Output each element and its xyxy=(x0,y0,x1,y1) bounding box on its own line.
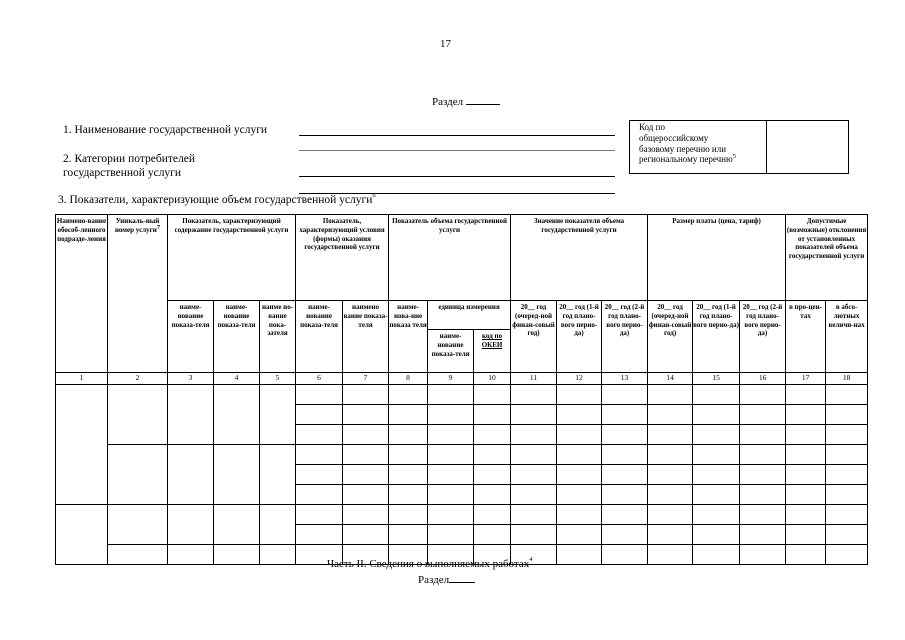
table-cell[interactable] xyxy=(826,505,868,525)
consumer-categories-line1: 2. Категории потребителей xyxy=(63,153,195,165)
table-cell[interactable] xyxy=(557,425,602,445)
table-cell[interactable] xyxy=(693,385,740,405)
cell-unique-number[interactable] xyxy=(108,445,168,505)
table-cell[interactable] xyxy=(786,425,826,445)
table-cell[interactable] xyxy=(648,385,693,405)
table-cell[interactable] xyxy=(648,405,693,425)
table-cell[interactable] xyxy=(740,465,786,485)
header-unit-of-measure: единица измерения xyxy=(428,301,511,330)
table-cell[interactable] xyxy=(296,505,343,525)
table-cell[interactable] xyxy=(389,385,428,405)
table-row xyxy=(56,445,868,465)
header-conditions-indicator: Показатель, характеризующий условия (формы) оказания государственной услуги xyxy=(296,215,389,301)
table-cell[interactable] xyxy=(826,425,868,445)
table-cell[interactable] xyxy=(260,545,296,565)
column-number: 5 xyxy=(260,373,296,385)
cell-unique-number[interactable] xyxy=(108,385,168,445)
table-cell[interactable] xyxy=(428,405,474,425)
volume-indicators-title: 3. Показатели, характеризующие объем государственной услуги$^6$ xyxy=(58,192,376,206)
code-box xyxy=(629,120,849,174)
table-cell[interactable] xyxy=(343,465,389,485)
table-cell[interactable] xyxy=(786,465,826,485)
table-cell[interactable] xyxy=(648,525,693,545)
table-cell[interactable] xyxy=(648,545,693,565)
table-cell[interactable] xyxy=(296,445,343,465)
table-cell[interactable] xyxy=(428,445,474,465)
header-col-4: наиме-нование показа-теля xyxy=(214,301,260,373)
section2-label: Раздел xyxy=(418,574,450,586)
column-number: 7 xyxy=(343,373,389,385)
table-cell[interactable] xyxy=(474,425,511,445)
table-cell[interactable] xyxy=(786,405,826,425)
header-col-9: наиме-нование показа-теля xyxy=(428,330,474,373)
table-cell[interactable] xyxy=(826,525,868,545)
table-cell[interactable] xyxy=(826,545,868,565)
table-cell[interactable] xyxy=(296,485,343,505)
header-content-indicator: Показатель, характеризующий содержание государственной услуги xyxy=(168,215,296,301)
header-col-7: наимено вание показа-теля xyxy=(343,301,389,373)
table-cell[interactable] xyxy=(557,445,602,465)
table-cell[interactable] xyxy=(343,485,389,505)
header-unique-number: Уникаль-ный номер услуги$^7$ xyxy=(108,215,168,373)
table-cell[interactable] xyxy=(474,525,511,545)
table-cell[interactable] xyxy=(474,445,511,465)
header-col-15: 20__ год (1-й год плано-вого перио-да) xyxy=(693,301,740,373)
section2-number-blank[interactable] xyxy=(449,572,475,583)
header-col-6: наиме-нование показа-теля xyxy=(296,301,343,373)
table-cell[interactable] xyxy=(428,465,474,485)
table-cell[interactable] xyxy=(602,405,648,425)
header-volume-indicator: Показатель объема государственной услуги xyxy=(389,215,511,301)
column-number: 17 xyxy=(786,373,826,385)
header-col-18: в абсо-лютных величи-нах xyxy=(826,301,868,373)
column-number: 12 xyxy=(557,373,602,385)
consumer-categories-line[interactable] xyxy=(299,176,615,177)
table-cell[interactable] xyxy=(557,465,602,485)
table-cell[interactable] xyxy=(602,525,648,545)
column-number: 8 xyxy=(389,373,428,385)
table-cell[interactable] xyxy=(474,465,511,485)
table-cell[interactable] xyxy=(343,425,389,445)
footnote-4: 4 xyxy=(529,556,533,563)
table-cell[interactable] xyxy=(786,445,826,465)
consumer-categories-label xyxy=(63,152,195,180)
table-cell[interactable] xyxy=(826,405,868,425)
table-cell[interactable] xyxy=(343,405,389,425)
table-cell[interactable] xyxy=(557,385,602,405)
column-number: 15 xyxy=(693,373,740,385)
code-box-label xyxy=(639,122,766,165)
header-col-10: код по ОКЕИ xyxy=(474,330,511,373)
cell-subdivision[interactable] xyxy=(56,505,108,565)
table-cell[interactable] xyxy=(786,385,826,405)
table-cell[interactable] xyxy=(602,485,648,505)
header-row-2 xyxy=(56,301,868,330)
table-cell[interactable] xyxy=(557,485,602,505)
header-col-8: наиме-нова-ние показа теля xyxy=(389,301,428,373)
table-cell[interactable] xyxy=(428,505,474,525)
table-cell[interactable] xyxy=(214,445,260,505)
table-cell[interactable] xyxy=(602,425,648,445)
table-cell[interactable] xyxy=(214,545,260,565)
table-cell[interactable] xyxy=(602,465,648,485)
table-cell[interactable] xyxy=(260,445,296,505)
header-subdivision-name: Наимено-вание обособ-ленного подразде-ления xyxy=(56,215,108,373)
footnote-7: 7 xyxy=(156,223,161,231)
table-cell[interactable] xyxy=(786,485,826,505)
header-col-13: 20__ год (2-й год плано-вого перио-да) xyxy=(602,301,648,373)
table-cell[interactable] xyxy=(648,425,693,445)
column-number: 1 xyxy=(56,373,108,385)
table-cell[interactable] xyxy=(428,485,474,505)
header-col-5: наиме но-вание пока-зателя xyxy=(260,301,296,373)
header-col-17: в про-цен-тах xyxy=(786,301,826,373)
table-cell[interactable] xyxy=(168,385,214,445)
table-cell[interactable] xyxy=(740,445,786,465)
table-cell[interactable] xyxy=(168,545,214,565)
header-volume-value: Значение показателя объема государственной услуги xyxy=(511,215,648,301)
column-number: 11 xyxy=(511,373,557,385)
table-cell[interactable] xyxy=(602,445,648,465)
table-cell[interactable] xyxy=(474,385,511,405)
table-cell[interactable] xyxy=(511,465,557,485)
table-cell[interactable] xyxy=(296,405,343,425)
column-number: 14 xyxy=(648,373,693,385)
table-cell[interactable] xyxy=(260,505,296,545)
header-col-16: 20__ год (2-й год плано-вого перио-да) xyxy=(740,301,786,373)
table-cell[interactable] xyxy=(428,525,474,545)
cell-subdivision[interactable] xyxy=(56,385,108,505)
table-cell[interactable] xyxy=(296,425,343,445)
table-cell[interactable] xyxy=(602,505,648,525)
code-box-label-line1: Код по xyxy=(639,122,665,132)
column-number: 2 xyxy=(108,373,168,385)
footnote-6: 6 xyxy=(372,192,376,199)
table-cell[interactable] xyxy=(693,425,740,445)
table-cell[interactable] xyxy=(296,525,343,545)
column-number: 9 xyxy=(428,373,474,385)
service-name-label: 1. Наименование государственной услуги xyxy=(63,124,268,136)
table-cell[interactable] xyxy=(648,505,693,525)
header-col-3: наиме-нование показа-теля xyxy=(168,301,214,373)
table-cell[interactable] xyxy=(693,485,740,505)
service-name-line[interactable] xyxy=(299,135,615,136)
table-cell[interactable] xyxy=(786,505,826,525)
table-cell[interactable] xyxy=(740,485,786,505)
table-cell[interactable] xyxy=(786,545,826,565)
table-cell[interactable] xyxy=(296,385,343,405)
section2-heading xyxy=(418,572,475,586)
column-number: 16 xyxy=(740,373,786,385)
footnote-5: 5 xyxy=(732,153,736,161)
table-cell[interactable] xyxy=(740,425,786,445)
column-number: 6 xyxy=(296,373,343,385)
table-cell[interactable] xyxy=(693,505,740,525)
table-cell[interactable] xyxy=(557,405,602,425)
table-cell[interactable] xyxy=(389,445,428,465)
table-cell[interactable] xyxy=(786,525,826,545)
table-cell[interactable] xyxy=(108,545,168,565)
section-heading xyxy=(432,94,500,108)
table-cell[interactable] xyxy=(389,505,428,525)
table-cell[interactable] xyxy=(511,505,557,525)
table-cell[interactable] xyxy=(511,485,557,505)
table-cell[interactable] xyxy=(602,545,648,565)
column-number: 10 xyxy=(474,373,511,385)
table-cell[interactable] xyxy=(389,525,428,545)
table-cell[interactable] xyxy=(693,525,740,545)
table-cell[interactable] xyxy=(648,445,693,465)
table-cell[interactable] xyxy=(389,465,428,485)
table-cell[interactable] xyxy=(474,485,511,505)
code-box-label-line3: базовому перечню или xyxy=(639,143,727,154)
part2-caption: Часть II. Сведения о выполняемых работах$^4$ xyxy=(327,556,533,570)
page-number: 17 xyxy=(440,38,451,50)
code-value-field[interactable] xyxy=(766,121,848,173)
header-fee-amount: Размер платы (цена, тариф) xyxy=(648,215,786,301)
table-cell[interactable] xyxy=(511,525,557,545)
table-cell[interactable] xyxy=(511,445,557,465)
table-cell[interactable] xyxy=(557,505,602,525)
table-cell[interactable] xyxy=(474,405,511,425)
table-cell[interactable] xyxy=(511,405,557,425)
table-cell[interactable] xyxy=(826,485,868,505)
table-cell[interactable] xyxy=(214,505,260,545)
table-cell[interactable] xyxy=(648,485,693,505)
table-cell[interactable] xyxy=(474,505,511,525)
table-cell[interactable] xyxy=(557,525,602,545)
section-label: Раздел xyxy=(432,96,464,108)
header-col-12: 20__ год (1-й год плано-вого перио-да) xyxy=(557,301,602,373)
table-row xyxy=(56,505,868,525)
column-number-row xyxy=(56,373,868,385)
table-cell[interactable] xyxy=(693,405,740,425)
table-cell[interactable] xyxy=(740,505,786,525)
header-col-11: 20__ год (очеред-ной финан-совый год) xyxy=(511,301,557,373)
table-cell[interactable] xyxy=(557,545,602,565)
table-cell[interactable] xyxy=(260,385,296,445)
table-cell[interactable] xyxy=(511,425,557,445)
table-cell[interactable] xyxy=(740,545,786,565)
table-cell[interactable] xyxy=(389,485,428,505)
code-box-label-line2: общероссийскому xyxy=(639,132,709,143)
table-row xyxy=(56,385,868,405)
table-cell[interactable] xyxy=(826,385,868,405)
table-cell[interactable] xyxy=(389,405,428,425)
table-cell[interactable] xyxy=(168,445,214,505)
table-cell[interactable] xyxy=(343,385,389,405)
header-allowed-deviations: Допустимые (возможные) отклонения от установленных показателей объема государственной услуги xyxy=(786,215,868,301)
table-cell[interactable] xyxy=(648,465,693,485)
table-cell[interactable] xyxy=(602,385,648,405)
cell-unique-number[interactable] xyxy=(108,505,168,545)
table-cell[interactable] xyxy=(511,385,557,405)
table-cell[interactable] xyxy=(740,385,786,405)
table-cell[interactable] xyxy=(740,525,786,545)
table-cell[interactable] xyxy=(428,425,474,445)
header-col-14: 20__ год (очеред-ной финан-совый год) xyxy=(648,301,693,373)
column-number: 3 xyxy=(168,373,214,385)
service-name-line-2[interactable] xyxy=(299,150,615,151)
table-cell[interactable] xyxy=(296,465,343,485)
code-box-label-line4: региональному перечню$^5$ xyxy=(639,153,736,165)
table-cell[interactable] xyxy=(693,545,740,565)
table-cell[interactable] xyxy=(389,425,428,445)
table-cell[interactable] xyxy=(343,445,389,465)
table-cell[interactable] xyxy=(826,465,868,485)
section-number-blank[interactable] xyxy=(466,94,500,105)
table-cell[interactable] xyxy=(693,445,740,465)
table-cell[interactable] xyxy=(168,505,214,545)
table-cell[interactable] xyxy=(343,525,389,545)
volume-indicators-table xyxy=(55,214,868,565)
table-cell[interactable] xyxy=(826,445,868,465)
table-cell[interactable] xyxy=(343,505,389,525)
table-cell[interactable] xyxy=(693,465,740,485)
table-cell[interactable] xyxy=(428,385,474,405)
column-number: 4 xyxy=(214,373,260,385)
table-cell[interactable] xyxy=(740,405,786,425)
header-row-1 xyxy=(56,215,868,301)
column-number: 18 xyxy=(826,373,868,385)
consumer-categories-line2: государственной услуги xyxy=(63,167,182,179)
column-number: 13 xyxy=(602,373,648,385)
table-cell[interactable] xyxy=(214,385,260,445)
